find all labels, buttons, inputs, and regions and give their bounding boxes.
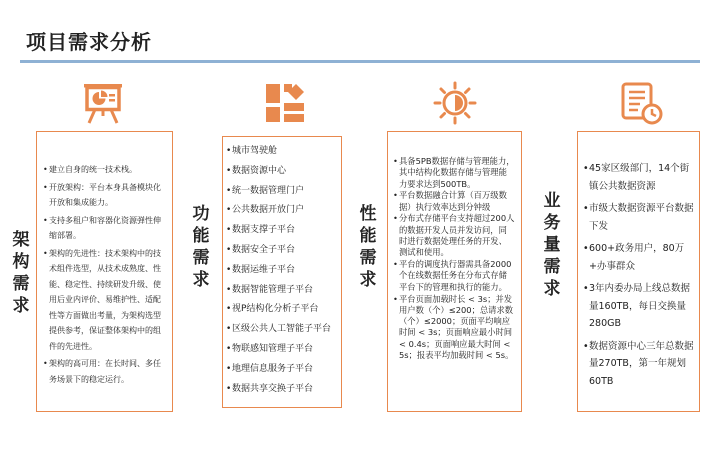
list-item: • 具备5PB数据存储与管理能力，其中结构化数据存储与管理能力要求达到500TB。 <box>393 156 515 190</box>
list-item: • 架构的先进性：技术架构中的技术组件选型，从技术成熟度、性能、稳定性、持续研发升级、使用后业内评价、易维护性、适配性等方面做出考量，为架构选型提供参考，保证整体架构中的组件的先进性。 <box>43 246 166 355</box>
list-item: • 数据支撑子平台 <box>226 221 338 241</box>
list-item: • 数据安全子平台 <box>226 241 338 261</box>
list-item: • 数据智能管理子平台 <box>226 281 338 301</box>
list-item: • 地理信息服务子平台 <box>226 360 338 380</box>
list-item: • 数据运维子平台 <box>226 261 338 281</box>
list-item: • 城市驾驶舱 <box>226 142 338 162</box>
column-label-architecture: 架 构 需 求 <box>12 230 30 316</box>
list-item: • 3年内委办局上线总数据量160TB，每日交换量280GB <box>583 280 694 333</box>
list-item: • 平台数据融合计算（百万级数据）执行效率达到分钟级 <box>393 190 515 213</box>
function-blocks-icon <box>262 80 308 126</box>
list-item: • 数据共享交换子平台 <box>226 380 338 400</box>
list-item: • 分布式存储平台支持超过200人的数据开发人员并发访问，同时进行数据处理任务的开发、测试和使用。 <box>393 213 515 258</box>
function-requirements-box <box>222 136 342 408</box>
list-item: • 公共数据开放门户 <box>226 201 338 221</box>
column-label-function: 功 能 需 求 <box>192 204 210 290</box>
list-item: • 物联感知管理子平台 <box>226 340 338 360</box>
document-clock-icon <box>618 80 664 126</box>
list-item: • 45家区级部门，14个街镇公共数据资源 <box>583 160 694 195</box>
list-item: • 开放架构：平台本身具备模块化开放和集成能力。 <box>43 180 166 211</box>
architecture-requirements-box <box>36 131 173 412</box>
column-label-performance: 性 能 需 求 <box>359 204 377 290</box>
performance-requirements-box <box>387 131 522 412</box>
list-item: • 区级公共人工智能子平台 <box>226 320 338 340</box>
list-item: • 平台的调度执行器需具备2000个在线数据任务在分布式存储平台下的管理和执行的能力。 <box>393 259 515 293</box>
list-item: • 支持多租户和容器化资源弹性伸缩部署。 <box>43 213 166 244</box>
list-item: • 架构的高可用：在长时间、多任务场景下的稳定运行。 <box>43 356 166 387</box>
list-item: • 建立自身的统一技术栈。 <box>43 162 166 178</box>
list-item: • 平台页面加载时长 < 3s；并发用户数（个）≤200；总请求数（个）≤2000；页面平均响应时间 < 3s；页面响应最小时间 < 0.4s；页面响应最大时间 < 5s；报表平均加载时间 < 5s。 <box>393 294 515 362</box>
presentation-board-icon <box>80 80 126 126</box>
list-item: • 数据资源中心 <box>226 162 338 182</box>
column-label-business-volume: 业 务 量 需 求 <box>543 191 561 299</box>
list-item: • 600+政务用户，80万+办事群众 <box>583 240 694 275</box>
title-divider <box>20 60 700 63</box>
list-item: • 视P结构化分析子平台 <box>226 300 338 320</box>
list-item: • 数据资源中心三年总数据量270TB，第一年规划60TB <box>583 338 694 391</box>
performance-gauge-icon <box>432 80 478 126</box>
list-item: • 统一数据管理门户 <box>226 182 338 202</box>
business-volume-requirements-box <box>577 131 700 412</box>
list-item: • 市级大数据资源平台数据下发 <box>583 200 694 235</box>
page-title: 项目需求分析 <box>26 30 152 54</box>
